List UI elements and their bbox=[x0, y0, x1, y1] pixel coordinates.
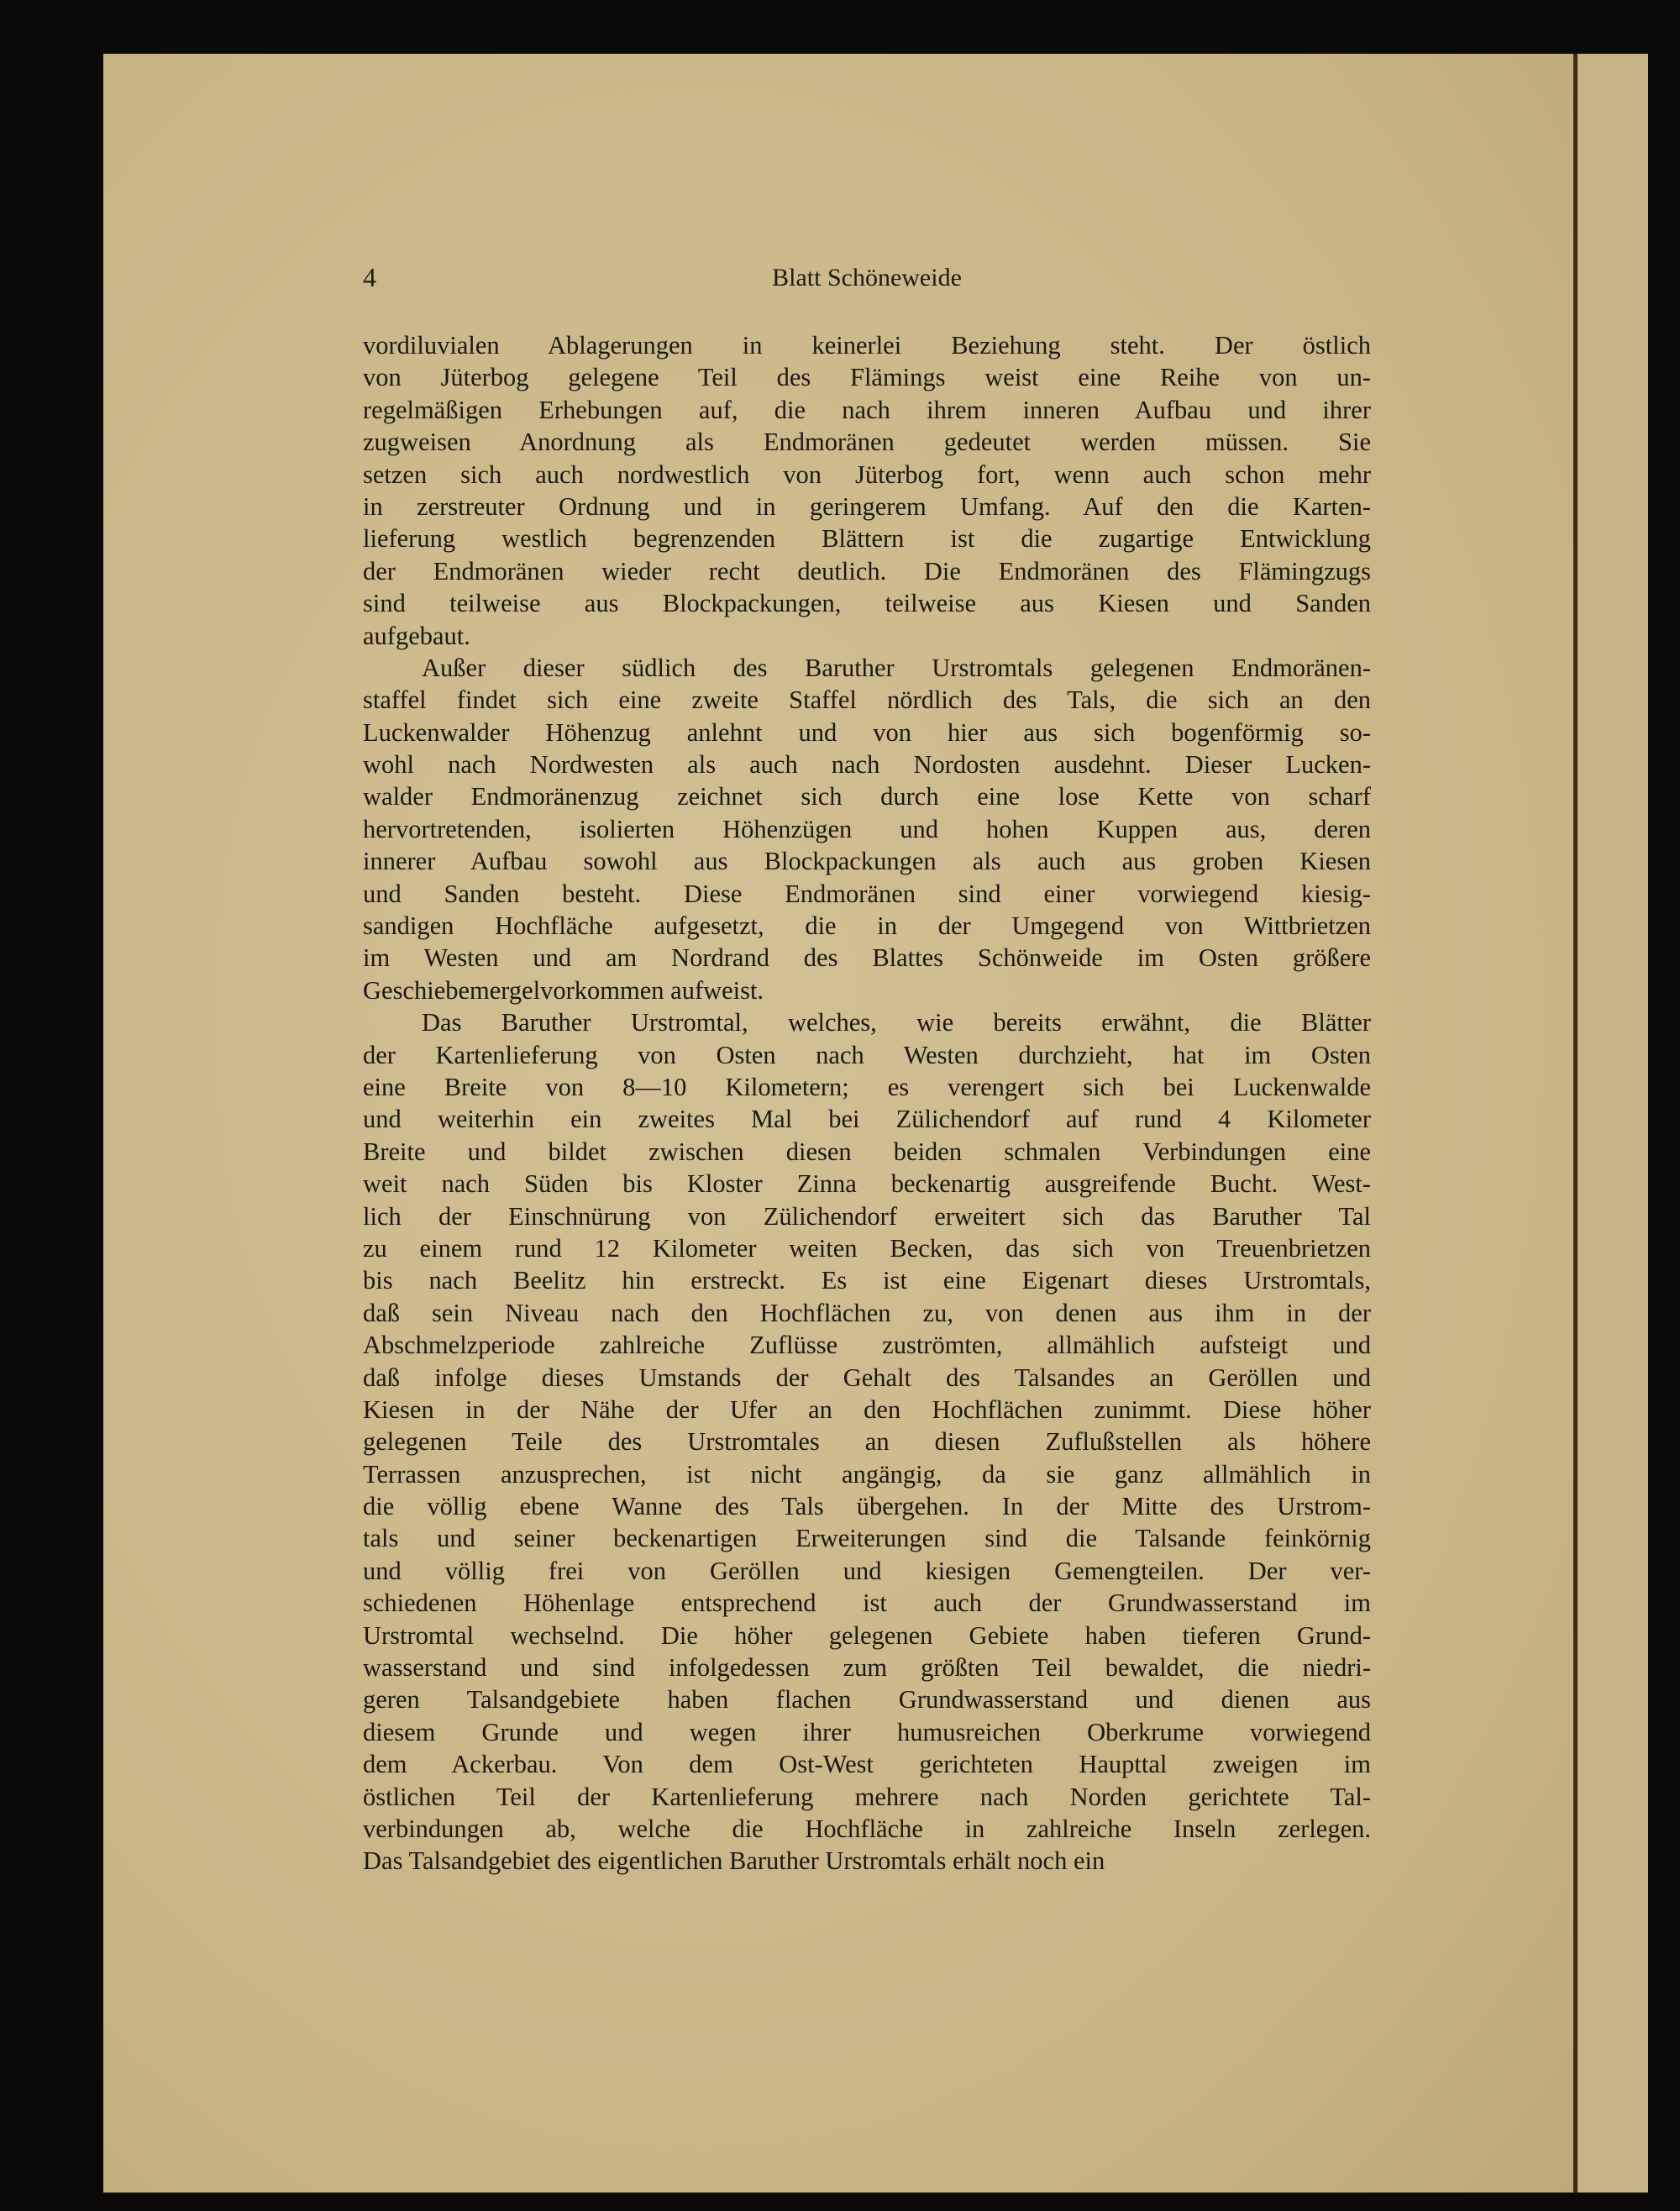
text-line: hervortretenden, isolierten Höhenzügen und hohen Kuppen aus, deren bbox=[363, 814, 1371, 843]
text-line: innerer Aufbau sowohl aus Blockpackungen als auch aus groben Kiesen bbox=[363, 847, 1371, 876]
text-line: östlichen Teil der Kartenlieferung mehrere nach Norden gerichtete Tal- bbox=[363, 1782, 1371, 1811]
text-line: Breite und bildet zwischen diesen beiden schmalen Verbindungen eine bbox=[363, 1137, 1371, 1166]
text-line: der Kartenlieferung von Osten nach Westen durchzieht, hat im Osten bbox=[363, 1040, 1371, 1069]
running-title: Blatt Schöneweide bbox=[772, 264, 962, 291]
text-line: daß sein Niveau nach den Hochflächen zu, von denen aus ihm in der bbox=[363, 1298, 1371, 1327]
text-line: Das Talsandgebiet des eigentlichen Baruther Urstromtals erhält noch ein bbox=[363, 1846, 1105, 1876]
text-line: dem Ackerbau. Von dem Ost-West gerichteten Haupttal zweigen im bbox=[363, 1750, 1371, 1779]
text-line: schiedenen Höhenlage entsprechend ist auch der Grundwasserstand im bbox=[363, 1589, 1371, 1618]
text-line: aufgebaut. bbox=[363, 621, 470, 650]
page-header bbox=[363, 262, 1371, 296]
text-line: Terrassen anzusprechen, ist nicht angängig, da sie ganz allmählich in bbox=[363, 1459, 1371, 1489]
text-line: daß infolge dieses Umstands der Gehalt des Talsandes an Geröllen und bbox=[363, 1363, 1371, 1392]
page-number: 4 bbox=[363, 262, 376, 292]
text-line: der Endmoränen wieder recht deutlich. Die Endmoränen des Flämingzugs bbox=[363, 556, 1371, 586]
text-line: und völlig frei von Geröllen und kiesigen Gemengteilen. Der ver- bbox=[363, 1556, 1371, 1585]
facing-page-edge bbox=[1578, 54, 1648, 2193]
body-text bbox=[363, 329, 1371, 1878]
text-line: vordiluvialen Ablagerungen in keinerlei Beziehung steht. Der östlich bbox=[363, 331, 1371, 360]
text-line: in zerstreuter Ordnung und in geringerem Umfang. Auf den die Karten- bbox=[363, 491, 1371, 521]
text-line: Kiesen in der Nähe der Ufer an den Hochflächen zunimmt. Diese höher bbox=[363, 1394, 1371, 1424]
text-line: weit nach Süden bis Kloster Zinna beckenartig ausgreifende Bucht. West- bbox=[363, 1169, 1371, 1199]
text-line: Das Baruther Urstromtal, welches, wie bereits erwähnt, die Blätter bbox=[422, 1008, 1371, 1037]
text-line: die völlig ebene Wanne des Tals übergehen. In der Mitte des Urstrom- bbox=[363, 1492, 1371, 1521]
text-line: zugweisen Anordnung als Endmoränen gedeutet werden müssen. Sie bbox=[363, 428, 1371, 457]
text-line: Luckenwalder Höhenzug anlehnt und von hier aus sich bogenförmig so- bbox=[363, 717, 1371, 747]
paragraph bbox=[363, 329, 1371, 652]
text-line: wasserstand und sind infolgedessen zum größten Teil bewaldet, die niedri- bbox=[363, 1653, 1371, 1683]
text-line: setzen sich auch nordwestlich von Jüterbog fort, wenn auch schon mehr bbox=[363, 460, 1371, 489]
text-line: zu einem rund 12 Kilometer weiten Becken, das sich von Treuenbrietzen bbox=[363, 1233, 1371, 1263]
text-line: lich der Einschnürung von Zülichendorf erweitert sich das Baruther Tal bbox=[363, 1201, 1371, 1231]
text-line: regelmäßigen Erhebungen auf, die nach ihrem inneren Aufbau und ihrer bbox=[363, 395, 1371, 424]
text-line: lieferung westlich begrenzenden Blättern ist die zugartige Entwicklung bbox=[363, 524, 1371, 554]
text-line: eine Breite von 8—10 Kilometern; es verengert sich bei Luckenwalde bbox=[363, 1072, 1371, 1101]
text-line: Urstromtal wechselnd. Die höher gelegenen Gebiete haben tieferen Grund- bbox=[363, 1620, 1371, 1650]
paragraph bbox=[363, 1006, 1371, 1878]
text-line: wohl nach Nordwesten als auch nach Nordosten ausdehnt. Dieser Lucken- bbox=[363, 750, 1371, 780]
text-line: tals und seiner beckenartigen Erweiterungen sind die Talsande feinkörnig bbox=[363, 1524, 1371, 1553]
text-line: sind teilweise aus Blockpackungen, teilweise aus Kiesen und Sanden bbox=[363, 589, 1371, 618]
text-line: und weiterhin ein zweites Mal bei Zülichendorf auf rund 4 Kilometer bbox=[363, 1105, 1371, 1134]
text-line: gelegenen Teile des Urstromtales an diesen Zuflußstellen als höhere bbox=[363, 1427, 1371, 1457]
text-line: diesem Grunde und wegen ihrer humusreichen Oberkrume vorwiegend bbox=[363, 1717, 1371, 1746]
paragraph bbox=[363, 652, 1371, 1006]
text-line: sandigen Hochfläche aufgesetzt, die in der Umgegend von Wittbrietzen bbox=[363, 911, 1371, 941]
text-line: und Sanden besteht. Diese Endmoränen sind einer vorwiegend kiesig- bbox=[363, 879, 1371, 908]
text-line: geren Talsandgebiete haben flachen Grundwasserstand und dienen aus bbox=[363, 1685, 1371, 1715]
text-line: walder Endmoränenzug zeichnet sich durch eine lose Kette von scharf bbox=[363, 782, 1371, 811]
text-line: im Westen und am Nordrand des Blattes Schönweide im Osten größere bbox=[363, 943, 1371, 973]
text-line: Geschiebemergelvorkommen aufweist. bbox=[363, 975, 764, 1005]
text-line: staffel findet sich eine zweite Staffel nördlich des Tals, die sich an den bbox=[363, 685, 1371, 715]
text-line: verbindungen ab, welche die Hochfläche in zahlreiche Inseln zerlegen. bbox=[363, 1814, 1371, 1843]
text-line: Außer dieser südlich des Baruther Urstromtals gelegenen Endmoränen- bbox=[422, 653, 1371, 682]
text-line: bis nach Beelitz hin erstreckt. Es ist eine Eigenart dieses Urstromtals, bbox=[363, 1266, 1371, 1295]
text-line: von Jüterbog gelegene Teil des Flämings weist eine Reihe von un- bbox=[363, 363, 1371, 392]
text-line: Abschmelzperiode zahlreiche Zuflüsse zuströmten, allmählich aufsteigt und bbox=[363, 1331, 1371, 1360]
